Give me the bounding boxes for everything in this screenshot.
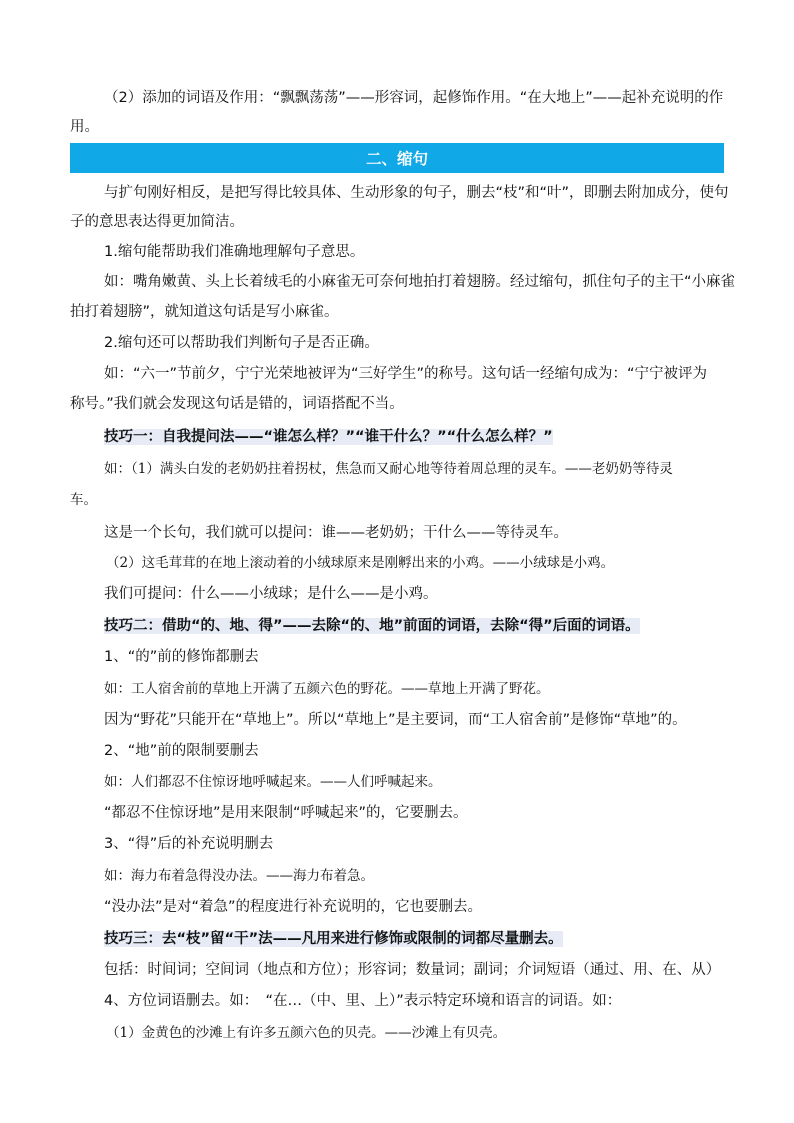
example-line: 如：工人宿舍前的草地上开满了五颜六色的野花。——草地上开满了野花。 [104, 681, 550, 697]
paragraph: 如：嘴角嫩黄、头上长着绒毛的小麻雀无可奈何地拍打着翅膀。经过缩句，抓住句子的主干“小麻雀 [104, 274, 736, 290]
paragraph: 包括：时间词；空间词（地点和方位）；形容词；数量词；副词；介词短语（通过、用、在、从） [104, 962, 721, 978]
paragraph: （2）添加的词语及作用：“飘飘荡荡”——形容词，起修饰作用。“在大地上”——起补充说明的作 [104, 90, 724, 106]
paragraph: 用。 [70, 119, 99, 135]
tip-heading-text: 技巧二：借助“的、地、得”——去除“的、地”前面的词语，去除“得”后面的词语。 [104, 618, 640, 634]
paragraph: 拍打着翅膀”，就知道这句话是写小麻雀。 [70, 304, 339, 320]
example-line: （2）这毛茸茸的在地上滚动着的小绒球原来是刚孵出来的小鸡。——小绒球是小鸡。 [106, 555, 615, 571]
paragraph: 1、“的”前的修饰都删去 [104, 649, 259, 665]
example-line: 如：（1）满头白发的老奶奶拄着拐杖，焦急而又耐心地等待着周总理的灵车。——老奶奶等待灵 [104, 461, 673, 477]
tip-heading-text: 技巧一：自我提问法——“谁怎么样？”“谁干什么？”“什么怎么样？” [104, 429, 553, 445]
paragraph: 我们可提问：什么——小绒球；是什么——是小鸡。 [104, 586, 438, 602]
paragraph: 这是一个长句，我们就可以提问：谁——老奶奶；干什么——等待灵车。 [104, 525, 568, 541]
paragraph: 称号。”我们就会发现这句话是错的，词语搭配不当。 [70, 396, 404, 412]
example-line: 车。 [70, 492, 97, 508]
tip-heading-3 [104, 929, 563, 949]
section-title-banner [70, 143, 724, 173]
example-line: 如：海力布着急得没办法。——海力布着急。 [104, 868, 374, 884]
paragraph: “没办法”是对“着急”的程度进行补充说明的，它也要删去。 [104, 899, 483, 915]
paragraph: 与扩句刚好相反，是把写得比较具体、生动形象的句子，删去“枝”和“叶”，即删去附加成分，使句 [104, 185, 729, 201]
paragraph: 1.缩句能帮助我们准确地理解句子意思。 [104, 244, 365, 260]
section-title: 二、缩句 [365, 150, 428, 168]
tip-heading-text: 技巧三：去“枝”留“干”法——凡用来进行修饰或限制的词都尽量删去。 [104, 931, 563, 947]
paragraph: 2、“地”前的限制要删去 [104, 743, 259, 759]
paragraph: 因为“野花”只能开在“草地上”。所以“草地上”是主要词，而“工人宿舍前”是修饰“草地”的。 [104, 712, 687, 728]
example-line: 如：人们都忍不住惊讶地呼喊起来。——人们呼喊起来。 [104, 774, 442, 790]
paragraph: 4、方位词语删去。如： “在…（中、里、上）”表示特定环境和语言的词语。如： [104, 993, 622, 1009]
paragraph: 子的意思表达得更加简洁。 [70, 214, 244, 230]
paragraph: “都忍不住惊讶地”是用来限制“呼喊起来”的，它要删去。 [104, 805, 468, 821]
paragraph: 3、“得”后的补充说明删去 [104, 836, 274, 852]
tip-heading-1 [104, 427, 553, 447]
paragraph: 2.缩句还可以帮助我们判断句子是否正确。 [104, 335, 379, 351]
tip-heading-2 [104, 616, 640, 636]
example-line: （1）金黄色的沙滩上有许多五颜六色的贝壳。——沙滩上有贝壳。 [106, 1025, 507, 1041]
paragraph: 如：“六一”节前夕，宁宁光荣地被评为“三好学生”的称号。这句话一经缩句成为：“宁宁被评为 [104, 366, 708, 382]
